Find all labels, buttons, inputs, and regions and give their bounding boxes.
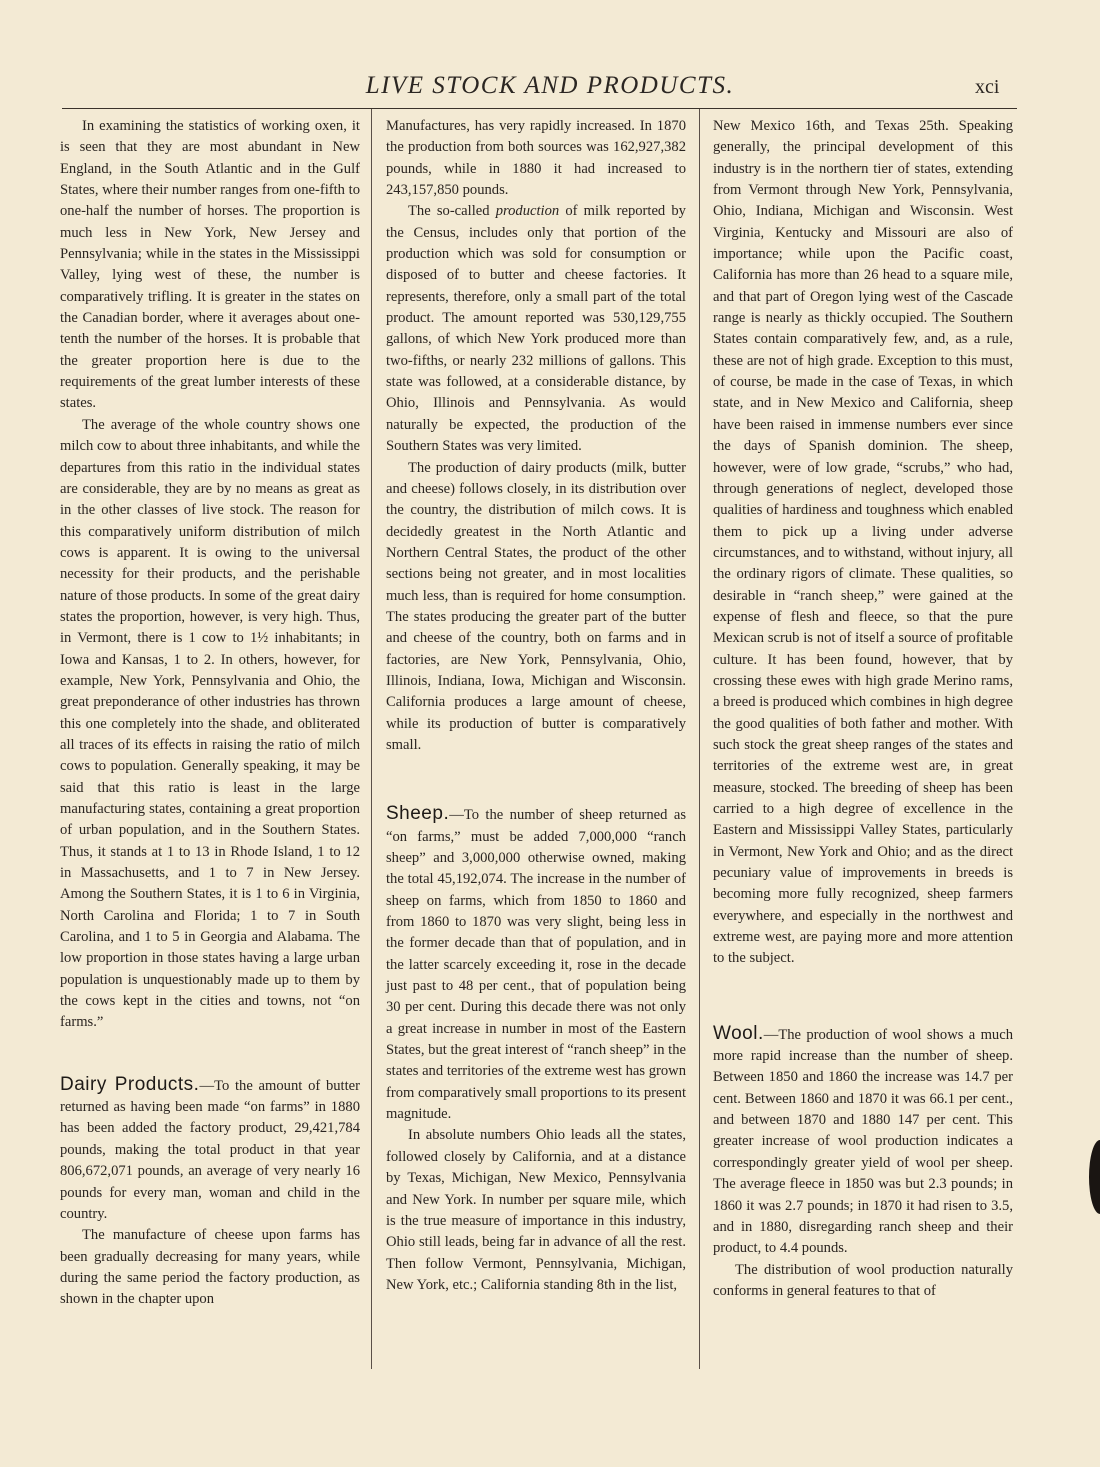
running-header-title: LIVE STOCK AND PRODUCTS.	[365, 72, 735, 99]
section-gap	[60, 1034, 360, 1074]
page-number: xci	[975, 76, 1000, 98]
paragraph-milch-cows: The average of the whole country shows one milch cow to about three inhabitants, and while the departures from this ratio in the individual states are considerable, they are by no means as great as in the other classes of live stock. The reason for this comparatively uniform distribution of milch cows is apparent. It is owing to the universal necessity for their products, and the perishable nature of those products. In some of the great dairy states the proportion, however, is very high. Thus, in Vermont, there is 1 cow to 1½ inhabitants; in Iowa and Kansas, 1 to 2. In others, however, for example, New York, Pennsylvania and Ohio, the great preponderance of other industries has thrown this one completely into the shade, and obliterated all traces of its effects in raising the ratio of milch cows to population. Generally speaking, it may be said that this ratio is least in the large manufacturing states, containing a great proportion of urban population, and in the Southern States. Thus, it stands at 1 to 13 in Rhode Island, 1 to 12 in Massachusetts, and 1 to 7 in New Jersey. Among the Southern States, it is 1 to 6 in Virginia, North Carolina and Florida; 1 to 7 in South Carolina, and 1 to 5 in Georgia and Alabama. The low proportion in those states having a large urban population is unquestionably made up to them by the cows kept in the cities and towns, not “on farms.”	[60, 416, 360, 1031]
text-column-2	[386, 116, 686, 1296]
paragraph-sheep-states: In absolute numbers Ohio leads all the states, followed closely by California, and at a distance by Texas, Michigan, New Mexico, Pennsylvania and New York. In number per square mile, which is the true measure of importance in this industry, Ohio still leads, being far in advance of all the rest. Then follow Vermont, Pennsylvania, Michigan, New York, etc.; California standing 8th in the list,	[386, 1127, 686, 1293]
paragraph-dairy-text: —To the amount of butter returned as having been made “on farms” in 1880 has been added the factory product, 29,421,784 pounds, making the total product in that year 806,672,071 pounds, an average of very nearly 16 pounds for every man, woman and child in the country.	[60, 1077, 360, 1222]
text-column-3	[713, 116, 1013, 1302]
text-column-1	[60, 116, 360, 1311]
italic-production: production	[495, 203, 560, 220]
section-heading-sheep: Sheep.	[386, 803, 450, 825]
binding-mark	[1089, 1140, 1100, 1214]
paragraph-wool-distribution: The distribution of wool production naturally conforms in general features to that of	[713, 1261, 1013, 1299]
milk-text-start: The so-called	[408, 203, 496, 220]
section-heading-dairy: Dairy Products.	[60, 1073, 200, 1095]
paragraph-milk-production	[386, 201, 686, 457]
paragraph-dairy-products	[60, 1074, 360, 1225]
paragraph-sheep	[386, 803, 686, 1125]
paragraph-sheep-cont: New Mexico 16th, and Texas 25th. Speaking generally, the principal development of this industry is in the northern tier of states, extending from Vermont through New York, Pennsylvania, Ohio, Indiana, Michigan and Wisconsin. West Virginia, Kentucky and Missouri are also of importance; while upon the Pacific coast, California has more than 26 head to a square mile, and that part of Oregon lying west of the Cascade range is nearly as thickly occupied. The Southern States contain comparatively few, and, as a rule, these are not of high grade. Exception to this must, of course, be made in the case of Texas, in which state, and in New Mexico and California, sheep have been raised in immense numbers ever since the days of Spanish dominion. The sheep, however, were of low grade, “scrubs,” who had, through generations of neglect, developed those qualities of hardiness and toughness which enabled them to pick up a living under adverse circumstances, and to withstand, without injury, all the ordinary rigors of climate. These qualities, so desirable in “ranch sheep,” were gained at the expense of flesh and fleece, so that the pure Mexican scrub is not of itself a source of profitable culture. It has been found, however, that by crossing these ewes with high grade Merino rams, a breed is produced which combines in high degree the good qualities of both father and mother. With such stock the great sheep ranges of the states and territories of the extreme west are, in great measure, stocked. The breeding of sheep has been carried to a high degree of excellence in the Eastern and Mississippi Valley States, particularly in Vermont, New York and Ohio; and as the direct pecuniary value of improvements in breeds is becoming more fully recognized, sheep farmers everywhere, and especially in the northwest and extreme west, are paying more and more attention to the subject.	[713, 118, 1013, 967]
paragraph-sheep-text: —To the number of sheep returned as “on farms,” must be added 7,000,000 “ranch sheep” and 3,000,000 otherwise owned, making the total 45,192,074. The increase in the number of sheep on farms, which from 1850 to 1860 and from 1860 to 1870 was very slight, being less in the former decade than that of population, and in the latter scarcely exceeding it, rose in the decade just past to 48 per cent., that of population being 30 per cent. During this decade there was not only a great increase in number in most of the Eastern States, but the great interest of “ranch sheep” in the states and territories of the extreme west has grown from comparatively small proportions to its present magnitude.	[386, 807, 686, 1123]
column-divider-1	[371, 109, 372, 1369]
paragraph-working-oxen: In examining the statistics of working oxen, it is seen that they are most abundant in New England, in the South Atlantic and in the Gulf States, where their number ranges from one-fifth to one-half the number of horses. The proportion is much less in New York, New Jersey and Pennsylvania; while in the states in the Mississippi Valley, lying west of these, the number is comparatively trifling. It is greater in the states on the Canadian border, where it averages about one-tenth the number of the horses. It is probable that the greater proportion here is due to the requirements of the great lumber interests of these states.	[60, 118, 360, 412]
section-heading-wool: Wool.	[713, 1022, 764, 1044]
section-gap	[713, 970, 1013, 1023]
paragraph-wool	[713, 1023, 1013, 1260]
paragraph-dairy-distribution: The production of dairy products (milk, butter and cheese) follows closely, in its distribution over the country, the distribution of milch cows. It is decidedly greatest in the North Atlantic and Northern Central States, the product of the other sections being not greater, and in most localities much less, than is required for home consumption. The states producing the greater part of the butter and cheese of the country, both on farms and in factories, are New York, Pennsylvania, Ohio, Illinois, Indiana, Iowa, Michigan and Wisconsin. California produces a large amount of cheese, while its production of butter is comparatively small.	[386, 459, 686, 753]
paragraph-cheese: The manufacture of cheese upon farms has been gradually decreasing for many years, while during the same period the factory production, as shown in the chapter upon	[60, 1227, 360, 1308]
column-divider-2	[699, 109, 700, 1369]
milk-text-rest: of milk reported by the Census, includes only that portion of the production which was sold for consumption or disposed of to butter and cheese factories. It represents, therefore, only a small part of the total product. The amount reported was 530,129,755 gallons, of which New York produced more than two-fifths, or nearly 232 millions of gallons. This state was followed, at a considerable distance, by Ohio, Illinois and Pennsylvania. As would naturally be expected, the production of the Southern States was very limited.	[386, 203, 686, 455]
paragraph-manufactures-cont: Manufactures, has very rapidly increased. In 1870 the production from both sources was 162,927,382 pounds, while in 1880 it had increased to 243,157,850 pounds.	[386, 118, 686, 199]
section-gap	[386, 756, 686, 803]
header-rule	[62, 108, 1017, 109]
paragraph-wool-text: —The production of wool shows a much more rapid increase than the number of sheep. Between 1850 and 1860 the increase was 14.7 per cent. Between 1860 and 1870 it was 66.1 per cent., and between 1870 and 1880 147 per cent. This greater increase of wool production indicates a correspondingly greater yield of wool per sheep. The average fleece in 1850 was but 2.3 pounds; in 1860 it was 2.7 pounds; in 1870 it had risen to 3.5, and in 1880, disregarding ranch sheep and their product, to 4.4 pounds.	[713, 1026, 1013, 1257]
